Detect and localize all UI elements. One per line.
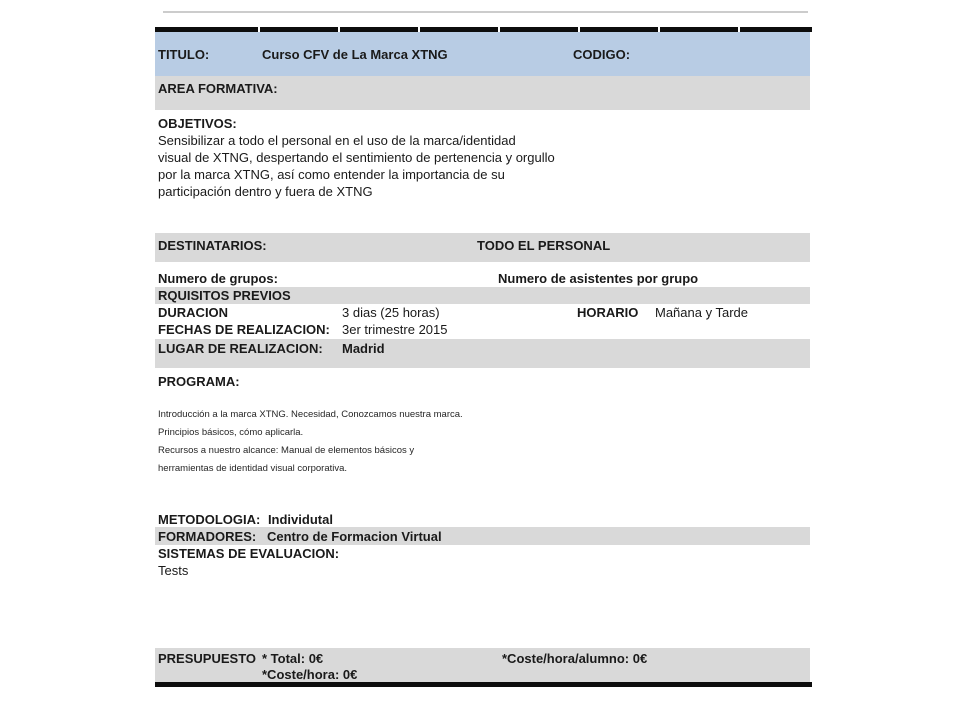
objetivos-section (158, 115, 555, 200)
formadores-value: Centro de Formacion Virtual (267, 529, 442, 544)
objetivos-line: Sensibilizar a todo el personal en el uso de la marca/identidad (158, 133, 516, 148)
programa-line: herramientas de identidad visual corporativa. (158, 463, 348, 474)
objetivos-label: OBJETIVOS: (158, 116, 237, 131)
objetivos-line: por la marca XTNG, así como entender la importancia de su (158, 167, 505, 182)
programa-section (158, 406, 463, 478)
formadores-label: FORMADORES: (158, 529, 257, 544)
grupos-label: Numero de grupos: (158, 271, 278, 286)
horario-value: Mañana y Tarde (655, 305, 748, 320)
evaluacion-label: SISTEMAS DE EVALUACION: (158, 546, 340, 561)
horario-label: HORARIO (577, 305, 639, 320)
table-bottom-border (155, 682, 812, 687)
duracion-value: 3 dias (25 horas) (342, 305, 440, 320)
top-thin-divider (163, 11, 808, 13)
fechas-label: FECHAS DE REALIZACION: (158, 322, 330, 337)
area-formativa-row (155, 76, 810, 110)
programa-line: Recursos a nuestro alcance: Manual de elementos básicos y (158, 445, 415, 456)
metodologia-value: Individutal (267, 512, 333, 527)
destinatarios-row (155, 233, 810, 262)
presupuesto-label: PRESUPUESTO (158, 651, 257, 666)
programa-line: Introducción a la marca XTNG. Necesidad, Conozcamos nuestra marca. (158, 409, 463, 420)
objetivos-line: visual de XTNG, despertando el sentimiento de pertenencia y orgullo (158, 150, 555, 165)
codigo-label: CODIGO: (573, 47, 631, 62)
duracion-label: DURACION (158, 305, 229, 320)
titulo-value: Curso CFV de La Marca XTNG (262, 47, 448, 62)
evaluacion-value: Tests (158, 563, 189, 578)
presupuesto-coste-hora: *Coste/hora: 0€ (262, 667, 358, 682)
requisitos-label: RQUISITOS PREVIOS (158, 288, 291, 303)
presupuesto-total: * Total: 0€ (262, 651, 324, 666)
area-formativa-label: AREA FORMATIVA: (158, 81, 278, 96)
programa-line: Principios básicos, cómo aplicarla. (158, 427, 304, 438)
destinatarios-label: DESTINATARIOS: (158, 238, 267, 253)
lugar-label: LUGAR DE REALIZACION: (158, 341, 323, 356)
metodologia-line (158, 512, 333, 528)
requisitos-row (155, 287, 810, 304)
title-row (155, 32, 810, 76)
asistentes-label: Numero de asistentes por grupo (498, 271, 699, 286)
formadores-row (155, 527, 810, 545)
programa-label: PROGRAMA: (158, 374, 240, 389)
objetivos-line: participación dentro y fuera de XTNG (158, 184, 373, 199)
presupuesto-row (155, 648, 810, 683)
presupuesto-coste-hora-alumno: *Coste/hora/alumno: 0€ (502, 651, 648, 666)
lugar-row (155, 339, 810, 368)
titulo-label: TITULO: (158, 47, 210, 62)
lugar-value: Madrid (342, 341, 385, 356)
metodologia-label: METODOLOGIA: (158, 512, 261, 527)
fechas-value: 3er trimestre 2015 (342, 322, 448, 337)
destinatarios-value: TODO EL PERSONAL (477, 238, 611, 253)
